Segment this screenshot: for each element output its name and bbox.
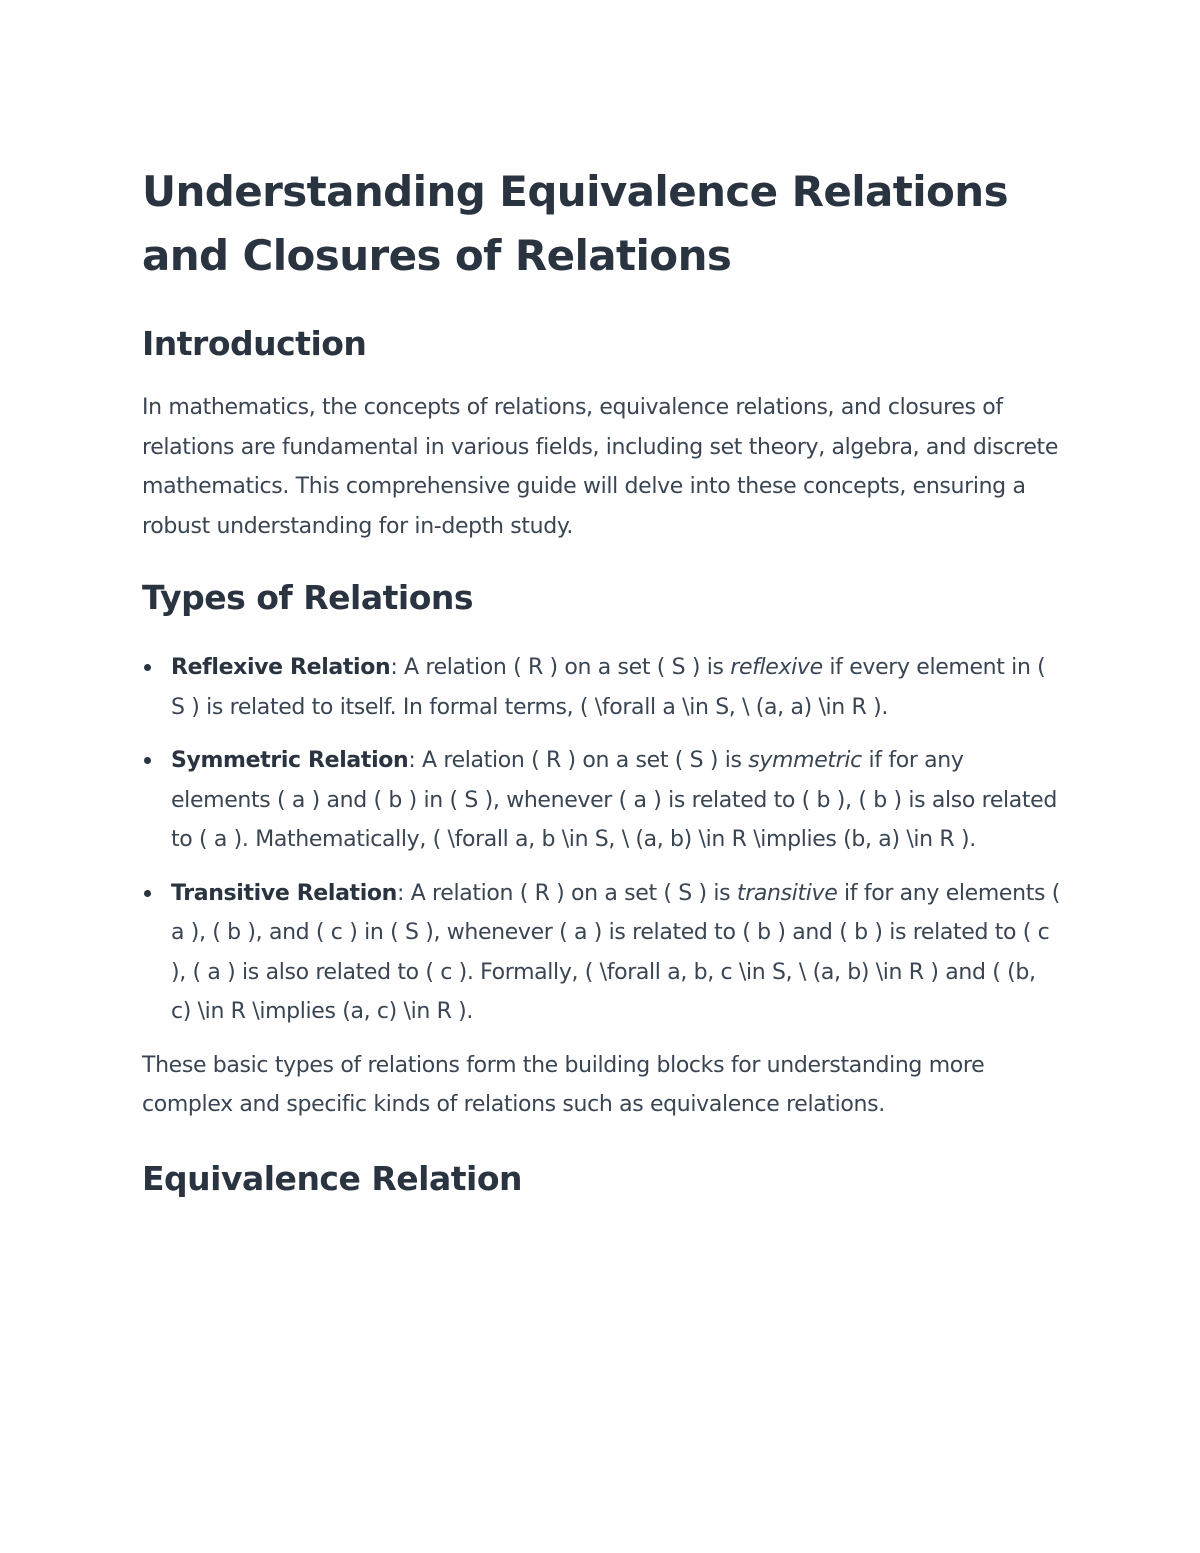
bullet-icon <box>144 890 151 897</box>
list-item-transitive <box>142 874 1062 1032</box>
section-heading-introduction: Introduction <box>142 324 367 363</box>
emphasis-transitive: transitive <box>736 880 838 906</box>
emphasis-symmetric: symmetric <box>748 748 862 773</box>
definition-text: if every element in ( S ) is related to itself. In formal terms, ( \forall a \in S, \ (a, a) \in R ). <box>171 655 1046 720</box>
bullet-icon <box>144 664 151 671</box>
definition-text: : A relation ( R ) on a set ( S ) is <box>408 748 749 773</box>
definition-text: : A relation ( R ) on a set ( S ) is <box>397 880 737 906</box>
document-title: Understanding Equivalence Relations and Closures of Relations <box>142 167 1008 280</box>
term-reflexive-relation: Reflexive Relation <box>171 655 391 680</box>
definition-text: if for any elements ( a ), ( b ), and ( c ) in ( S ), whenever ( a ) is related to ( b ) and ( b ) is related to ( c ), ( a ) is also related to ( c ). Formally, ( \forall a, b, c \in S, \ (a, b) \in R ) and ( (b, c) \in R \implies (a, c) \in R ). <box>171 880 1060 1024</box>
list-item-symmetric <box>142 741 1062 860</box>
bullet-icon <box>144 757 151 764</box>
list-item-reflexive <box>142 648 1062 727</box>
section-heading-types-of-relations: Types of Relations <box>142 578 474 617</box>
emphasis-reflexive: reflexive <box>730 655 823 680</box>
introduction-paragraph: In mathematics, the concepts of relations, equivalence relations, and closures of relations are fundamental in various fields, including set theory, algebra, and discrete mathematics. This comprehensive guide will delve into these concepts, ensuring a robust understanding for in-depth study. <box>142 395 1059 539</box>
relation-types-list <box>142 648 1062 1032</box>
term-transitive-relation: Transitive Relation <box>171 880 397 906</box>
document-page <box>142 160 1062 1201</box>
section-heading-equivalence-relation: Equivalence Relation <box>142 1158 522 1198</box>
types-closing-paragraph: These basic types of relations form the building blocks for understanding more complex and specific kinds of relations such as equivalence relations. <box>142 1052 985 1117</box>
definition-text: if for any elements ( a ) and ( b ) in ( S ), whenever ( a ) is related to ( b ), ( b ) is also related to ( a ). Mathematically, ( \forall a, b \in S, \ (a, b) \in R \implies (b, a) \in R ). <box>171 748 1057 852</box>
definition-text: : A relation ( R ) on a set ( S ) is <box>390 655 731 680</box>
term-symmetric-relation: Symmetric Relation <box>171 748 409 773</box>
